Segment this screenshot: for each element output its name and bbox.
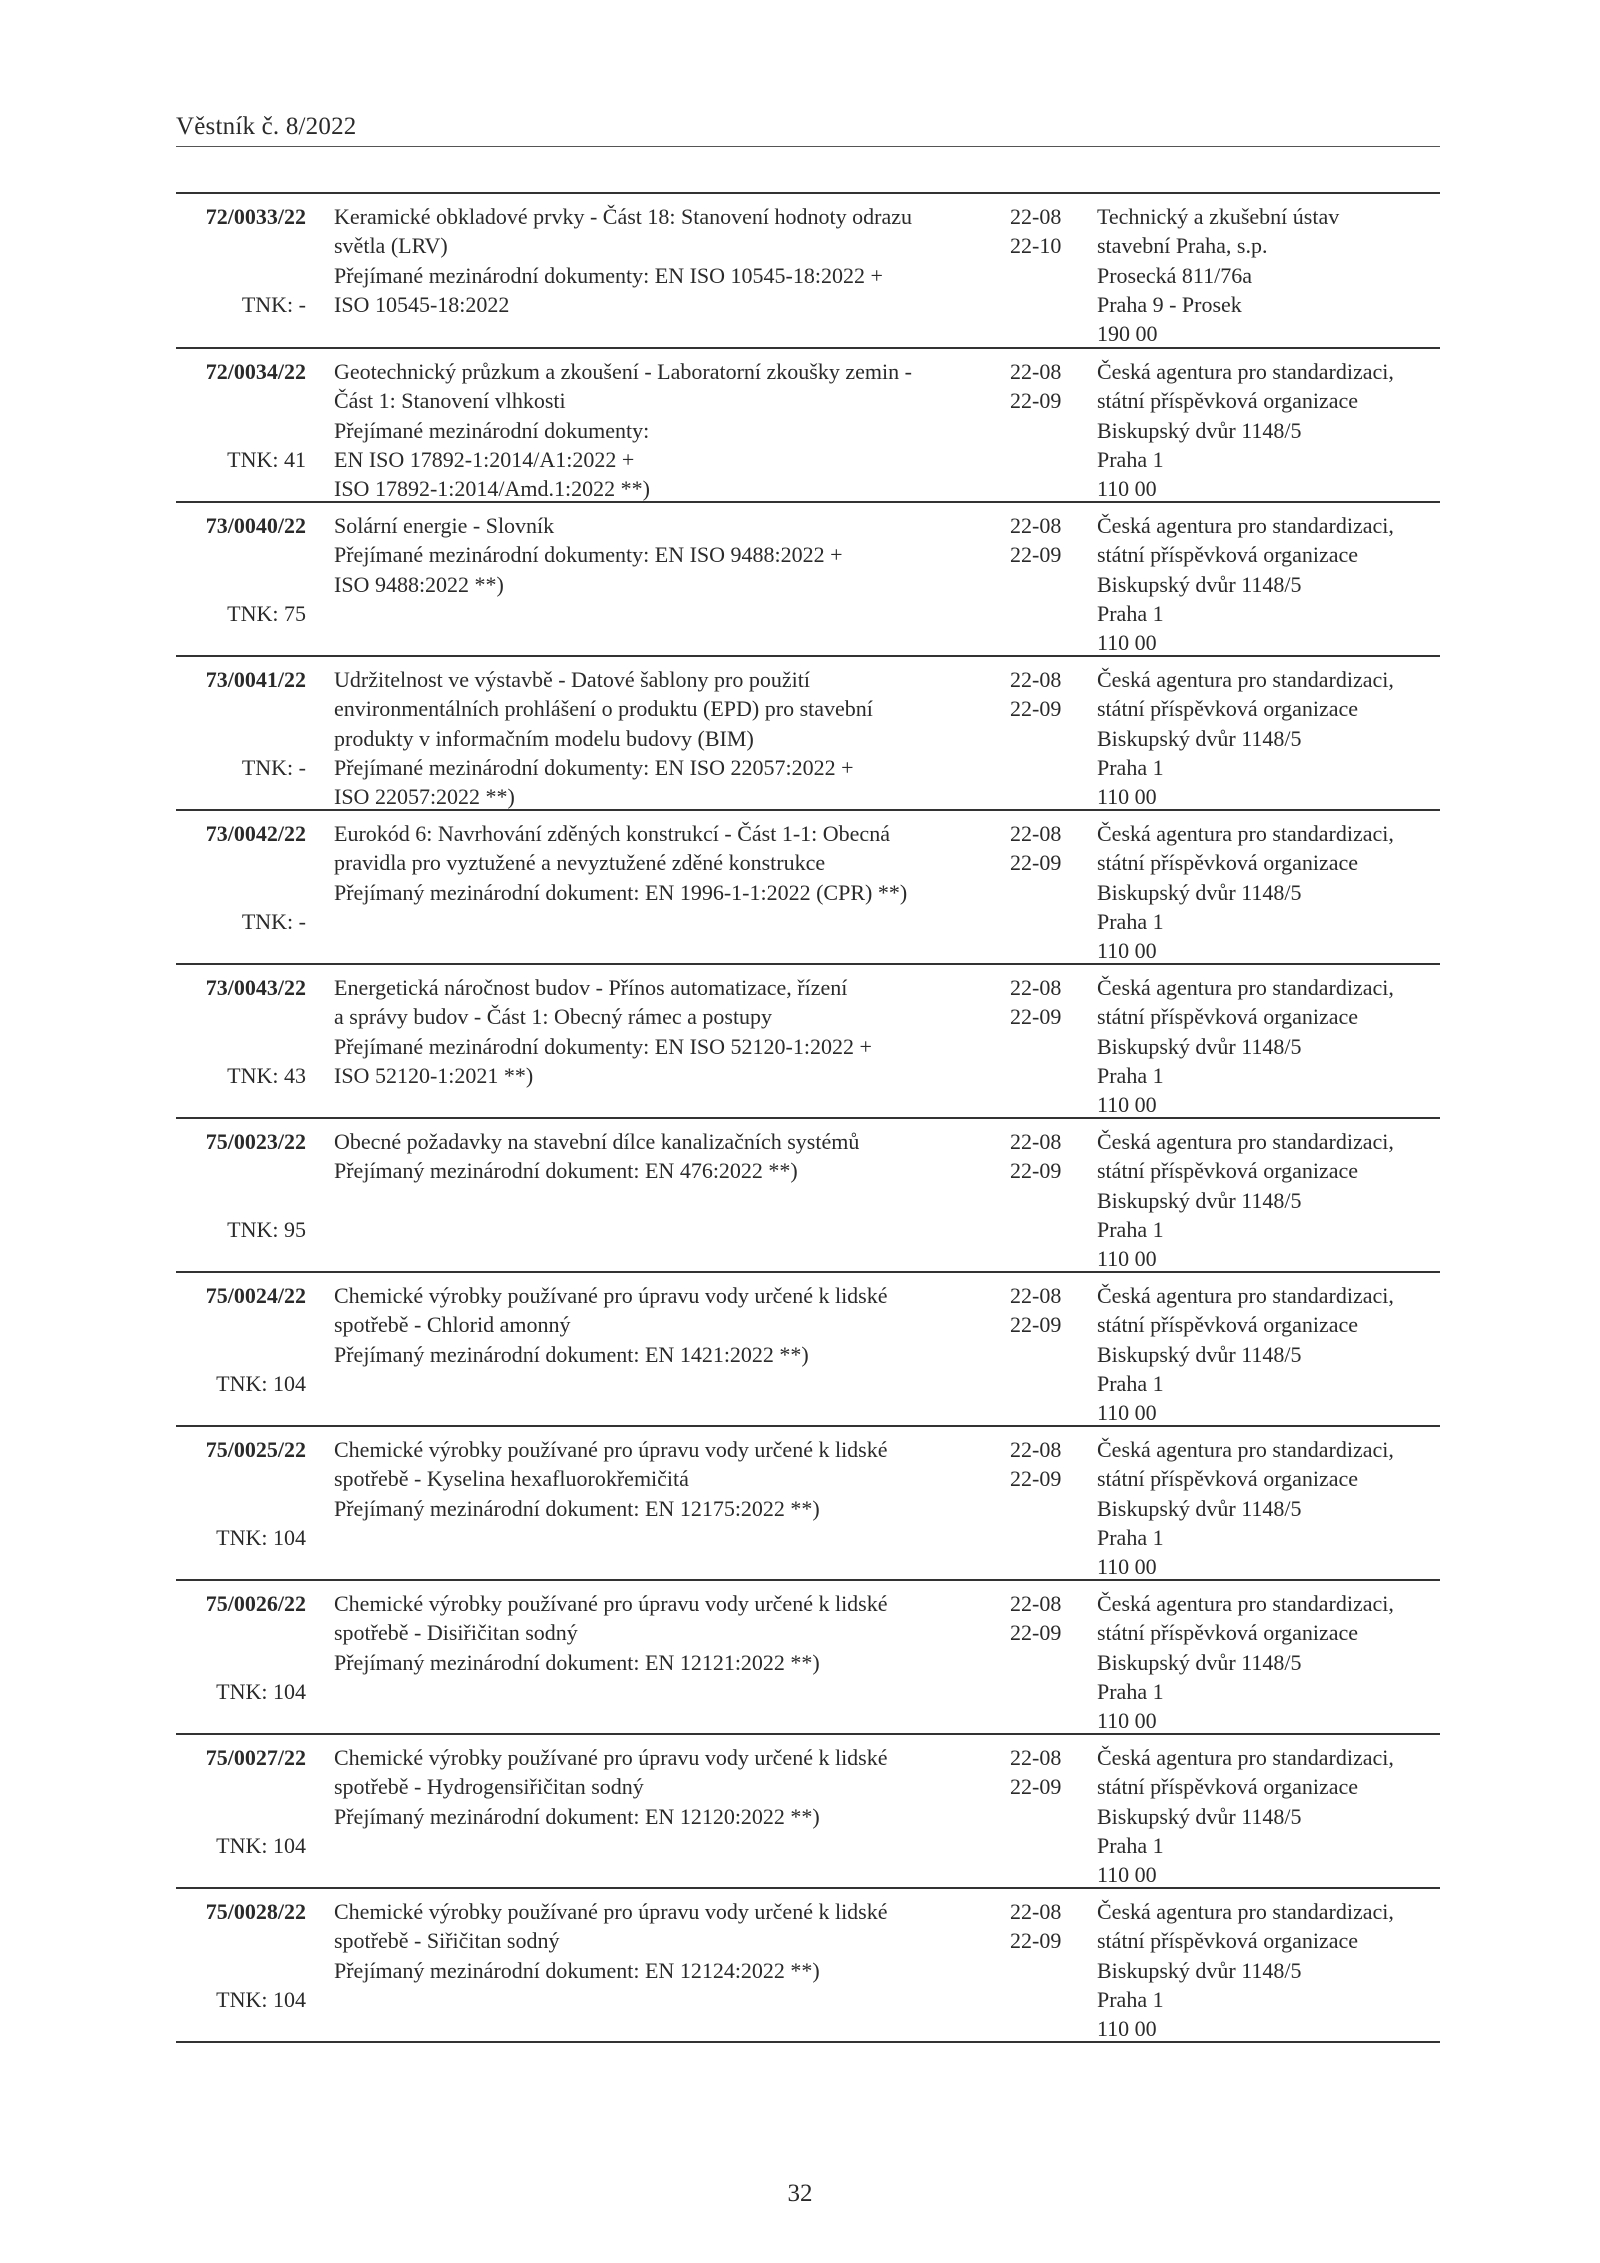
description-line: Chemické výrobky používané pro úpravu vody určené k lidské [334, 1745, 888, 1770]
organization-line: 110 00 [1097, 1246, 1157, 1272]
row-dates [1010, 1127, 1070, 1186]
description-line: ISO 52120-1:2021 **) [334, 1062, 534, 1088]
journal-title: Věstník č. 8/2022 [176, 113, 357, 140]
description-line: Přejímaný mezinárodní dokument: EN 12175:2022 **) [334, 1495, 820, 1521]
organization-line: Biskupský dvůr 1148/5 [1097, 1649, 1302, 1675]
row-number: 75/0023/22 [205, 1129, 306, 1154]
organization-line: Praha 1 [1097, 1062, 1164, 1088]
row-description [334, 819, 989, 907]
row-number: 73/0040/22 [205, 513, 306, 538]
description-line: ISO 10545-18:2022 [334, 291, 510, 317]
description-line: Přejímané mezinárodní dokumenty: EN ISO 10545-18:2022 + [334, 262, 883, 288]
row-description [334, 1281, 989, 1369]
date-line: 22-09 [1010, 1004, 1062, 1030]
organization-line: Praha 1 [1097, 1832, 1164, 1858]
description-line: Přejímané mezinárodní dokumenty: EN ISO 9488:2022 + [334, 542, 843, 568]
row-identifier [176, 202, 306, 317]
description-line: a správy budov - Část 1: Obecný rámec a postupy [334, 1004, 773, 1030]
organization-line: Biskupský dvůr 1148/5 [1097, 879, 1302, 905]
organization-line: Praha 1 [1097, 600, 1164, 626]
row-organization [1097, 819, 1440, 965]
description-line: Keramické obkladové prvky - Část 18: Stanovení hodnoty odrazu [334, 204, 912, 229]
organization-line: státní příspěvková organizace [1097, 850, 1359, 876]
row-organization [1097, 665, 1440, 811]
row-dates [1010, 973, 1070, 1032]
description-line: Přejímaný mezinárodní dokument: EN 12121:2022 **) [334, 1649, 820, 1675]
description-line: Přejímaný mezinárodní dokument: EN 12120:2022 **) [334, 1803, 820, 1829]
organization-line: Česká agentura pro standardizaci, [1097, 513, 1394, 538]
description-line: spotřebě - Kyselina hexafluorokřemičitá [334, 1466, 689, 1492]
organization-line: Biskupský dvůr 1148/5 [1097, 417, 1302, 443]
row-organization [1097, 202, 1440, 348]
table-row [176, 1581, 1440, 1735]
organization-line: 110 00 [1097, 476, 1157, 502]
row-tnk: TNK: 104 [216, 1525, 306, 1550]
row-identifier [176, 1435, 306, 1550]
row-description [334, 357, 989, 503]
organization-line: 110 00 [1097, 1400, 1157, 1426]
organization-line: Česká agentura pro standardizaci, [1097, 667, 1394, 692]
row-organization [1097, 1589, 1440, 1735]
table-row [176, 349, 1440, 503]
table-row [176, 1735, 1440, 1889]
description-line: Solární energie - Slovník [334, 513, 555, 538]
description-line: Přejímané mezinárodní dokumenty: EN ISO 22057:2022 + [334, 754, 854, 780]
description-line: Přejímaný mezinárodní dokument: EN 476:2022 **) [334, 1158, 798, 1184]
description-line: produkty v informačním modelu budovy (BIM) [334, 725, 754, 751]
organization-line: 110 00 [1097, 1092, 1157, 1118]
row-identifier [176, 511, 306, 626]
organization-line: 110 00 [1097, 784, 1157, 810]
description-line: environmentálních prohlášení o produktu (EPD) pro stavební [334, 696, 873, 722]
organization-line: 110 00 [1097, 630, 1157, 656]
row-tnk: TNK: 104 [216, 1679, 306, 1704]
row-dates [1010, 1897, 1070, 1956]
organization-line: Česká agentura pro standardizaci, [1097, 359, 1394, 384]
description-line: Část 1: Stanovení vlhkosti [334, 388, 566, 414]
organization-line: Česká agentura pro standardizaci, [1097, 975, 1394, 1000]
organization-line: 110 00 [1097, 1554, 1157, 1580]
organization-line: Biskupský dvůr 1148/5 [1097, 1341, 1302, 1367]
row-organization [1097, 357, 1440, 503]
row-description [334, 1743, 989, 1831]
organization-line: státní příspěvková organizace [1097, 696, 1359, 722]
organization-line: státní příspěvková organizace [1097, 1312, 1359, 1338]
organization-line: státní příspěvková organizace [1097, 1774, 1359, 1800]
description-line: Chemické výrobky používané pro úpravu vody určené k lidské [334, 1437, 888, 1462]
row-tnk: TNK: - [241, 755, 306, 780]
row-description [334, 1127, 989, 1186]
row-number: 72/0033/22 [205, 204, 306, 229]
table-row [176, 1889, 1440, 2043]
row-number: 75/0024/22 [205, 1283, 306, 1308]
date-line: 22-08 [1010, 667, 1062, 692]
row-description [334, 511, 989, 599]
row-tnk: TNK: 95 [227, 1217, 306, 1242]
organization-line: Biskupský dvůr 1148/5 [1097, 1187, 1302, 1213]
row-organization [1097, 511, 1440, 657]
row-number: 73/0043/22 [205, 975, 306, 1000]
organization-line: 110 00 [1097, 1862, 1157, 1888]
description-line: ISO 22057:2022 **) [334, 784, 515, 810]
date-line: 22-08 [1010, 359, 1062, 384]
description-line: Eurokód 6: Navrhování zděných konstrukcí - Část 1-1: Obecná [334, 821, 890, 846]
row-tnk: TNK: - [241, 292, 306, 317]
date-line: 22-09 [1010, 1158, 1062, 1184]
description-line: spotřebě - Disiřičitan sodný [334, 1620, 578, 1646]
organization-line: státní příspěvková organizace [1097, 1928, 1359, 1954]
table-row [176, 503, 1440, 657]
row-identifier [176, 819, 306, 934]
date-line: 22-08 [1010, 1437, 1062, 1462]
row-tnk: TNK: 75 [227, 601, 306, 626]
organization-line: Praha 1 [1097, 1678, 1164, 1704]
description-line: Chemické výrobky používané pro úpravu vody určené k lidské [334, 1283, 888, 1308]
table-row [176, 1273, 1440, 1427]
row-description [334, 665, 989, 811]
date-line: 22-09 [1010, 388, 1062, 414]
table-row [176, 811, 1440, 965]
row-description [334, 1435, 989, 1523]
description-line: spotřebě - Siřičitan sodný [334, 1928, 560, 1954]
row-dates [1010, 1281, 1070, 1340]
organization-line: 190 00 [1097, 321, 1158, 347]
organization-line: Praha 1 [1097, 1370, 1164, 1396]
row-tnk: TNK: 104 [216, 1987, 306, 2012]
description-line: EN ISO 17892-1:2014/A1:2022 + [334, 446, 635, 472]
organization-line: stavební Praha, s.p. [1097, 233, 1268, 259]
date-line: 22-08 [1010, 821, 1062, 846]
row-dates [1010, 665, 1070, 724]
page-header [176, 112, 1440, 147]
date-line: 22-08 [1010, 204, 1062, 229]
row-dates [1010, 819, 1070, 878]
description-line: Chemické výrobky používané pro úpravu vody určené k lidské [334, 1899, 888, 1924]
row-number: 75/0027/22 [205, 1745, 306, 1770]
organization-line: Biskupský dvůr 1148/5 [1097, 1803, 1302, 1829]
description-line: Obecné požadavky na stavební dílce kanalizačních systémů [334, 1129, 860, 1154]
organization-line: Praha 1 [1097, 446, 1164, 472]
organization-line: Praha 1 [1097, 908, 1164, 934]
row-description [334, 202, 989, 319]
date-line: 22-08 [1010, 1745, 1062, 1770]
row-identifier [176, 1127, 306, 1242]
organization-line: 110 00 [1097, 938, 1157, 964]
organization-line: 110 00 [1097, 2016, 1157, 2042]
description-line: Přejímaný mezinárodní dokument: EN 1996-1-1:2022 (CPR) **) [334, 879, 908, 905]
organization-line: státní příspěvková organizace [1097, 542, 1359, 568]
date-line: 22-09 [1010, 1928, 1062, 1954]
row-description [334, 1897, 989, 1985]
organization-line: Biskupský dvůr 1148/5 [1097, 1495, 1302, 1521]
row-organization [1097, 1127, 1440, 1273]
organization-line: Praha 1 [1097, 1524, 1164, 1550]
description-line: spotřebě - Hydrogensiřičitan sodný [334, 1774, 644, 1800]
date-line: 22-09 [1010, 1620, 1062, 1646]
organization-line: Česká agentura pro standardizaci, [1097, 1591, 1394, 1616]
description-line: světla (LRV) [334, 233, 448, 259]
organization-line: státní příspěvková organizace [1097, 1158, 1359, 1184]
description-line: Energetická náročnost budov - Přínos automatizace, řízení [334, 975, 848, 1000]
organization-line: 110 00 [1097, 1708, 1157, 1734]
description-line: Přejímaný mezinárodní dokument: EN 1421:2022 **) [334, 1341, 809, 1367]
date-line: 22-08 [1010, 1283, 1062, 1308]
row-dates [1010, 1435, 1070, 1494]
row-organization [1097, 1743, 1440, 1889]
table-row [176, 1119, 1440, 1273]
organization-line: Technický a zkušební ústav [1097, 204, 1340, 229]
organization-line: Česká agentura pro standardizaci, [1097, 1899, 1394, 1924]
organization-line: Biskupský dvůr 1148/5 [1097, 571, 1302, 597]
organization-line: Česká agentura pro standardizaci, [1097, 1283, 1394, 1308]
row-identifier [176, 973, 306, 1088]
row-identifier [176, 1897, 306, 2012]
row-number: 72/0034/22 [205, 359, 306, 384]
description-line: pravidla pro vyztužené a nevyztužené zděné konstrukce [334, 850, 826, 876]
organization-line: Prosecká 811/76a [1097, 262, 1252, 288]
row-number: 73/0042/22 [205, 821, 306, 846]
date-line: 22-09 [1010, 696, 1062, 722]
date-line: 22-09 [1010, 1312, 1062, 1338]
row-tnk: TNK: 104 [216, 1833, 306, 1858]
date-line: 22-10 [1010, 233, 1062, 259]
description-line: Přejímané mezinárodní dokumenty: [334, 417, 650, 443]
row-identifier [176, 1281, 306, 1396]
page-number: 32 [787, 2180, 813, 2207]
organization-line: Praha 9 - Prosek [1097, 291, 1242, 317]
date-line: 22-09 [1010, 1466, 1062, 1492]
row-dates [1010, 202, 1070, 261]
organization-line: Česká agentura pro standardizaci, [1097, 1129, 1394, 1154]
row-organization [1097, 1435, 1440, 1581]
table-row [176, 1427, 1440, 1581]
date-line: 22-09 [1010, 850, 1062, 876]
date-line: 22-09 [1010, 1774, 1062, 1800]
organization-line: Praha 1 [1097, 1216, 1164, 1242]
row-number: 75/0026/22 [205, 1591, 306, 1616]
date-line: 22-08 [1010, 1899, 1062, 1924]
row-dates [1010, 511, 1070, 570]
table-row [176, 194, 1440, 349]
description-line: ISO 9488:2022 **) [334, 571, 504, 597]
row-identifier [176, 1589, 306, 1704]
description-line: Přejímaný mezinárodní dokument: EN 12124:2022 **) [334, 1957, 820, 1983]
row-dates [1010, 1743, 1070, 1802]
row-organization [1097, 1281, 1440, 1427]
description-line: Geotechnický průzkum a zkoušení - Laboratorní zkoušky zemin - [334, 359, 912, 384]
organization-line: státní příspěvková organizace [1097, 1004, 1359, 1030]
row-number: 73/0041/22 [205, 667, 306, 692]
row-tnk: TNK: 104 [216, 1371, 306, 1396]
description-line: spotřebě - Chlorid amonný [334, 1312, 571, 1338]
date-line: 22-08 [1010, 975, 1062, 1000]
description-line: Přejímané mezinárodní dokumenty: EN ISO 52120-1:2022 + [334, 1033, 872, 1059]
organization-line: Česká agentura pro standardizaci, [1097, 1745, 1394, 1770]
organization-line: Praha 1 [1097, 754, 1164, 780]
row-number: 75/0025/22 [205, 1437, 306, 1462]
organization-line: Biskupský dvůr 1148/5 [1097, 1957, 1302, 1983]
organization-line: státní příspěvková organizace [1097, 1466, 1359, 1492]
row-organization [1097, 1897, 1440, 2043]
organization-line: Česká agentura pro standardizaci, [1097, 1437, 1394, 1462]
row-tnk: TNK: 41 [227, 447, 306, 472]
date-line: 22-08 [1010, 513, 1062, 538]
description-line: ISO 17892-1:2014/Amd.1:2022 **) [334, 476, 650, 502]
row-description [334, 1589, 989, 1677]
row-identifier [176, 357, 306, 472]
row-tnk: TNK: 43 [227, 1063, 306, 1088]
table-row [176, 965, 1440, 1119]
organization-line: Biskupský dvůr 1148/5 [1097, 1033, 1302, 1059]
row-dates [1010, 357, 1070, 416]
organization-line: státní příspěvková organizace [1097, 388, 1359, 414]
organization-line: státní příspěvková organizace [1097, 1620, 1359, 1646]
row-number: 75/0028/22 [205, 1899, 306, 1924]
row-identifier [176, 665, 306, 780]
standards-table [176, 192, 1440, 2043]
organization-line: Praha 1 [1097, 1986, 1164, 2012]
description-line: Chemické výrobky používané pro úpravu vody určené k lidské [334, 1591, 888, 1616]
organization-line: Biskupský dvůr 1148/5 [1097, 725, 1302, 751]
row-tnk: TNK: - [241, 909, 306, 934]
date-line: 22-08 [1010, 1591, 1062, 1616]
date-line: 22-08 [1010, 1129, 1062, 1154]
row-organization [1097, 973, 1440, 1119]
description-line: Udržitelnost ve výstavbě - Datové šablony pro použití [334, 667, 810, 692]
row-dates [1010, 1589, 1070, 1648]
table-row [176, 657, 1440, 811]
date-line: 22-09 [1010, 542, 1062, 568]
row-identifier [176, 1743, 306, 1858]
row-description [334, 973, 989, 1090]
organization-line: Česká agentura pro standardizaci, [1097, 821, 1394, 846]
